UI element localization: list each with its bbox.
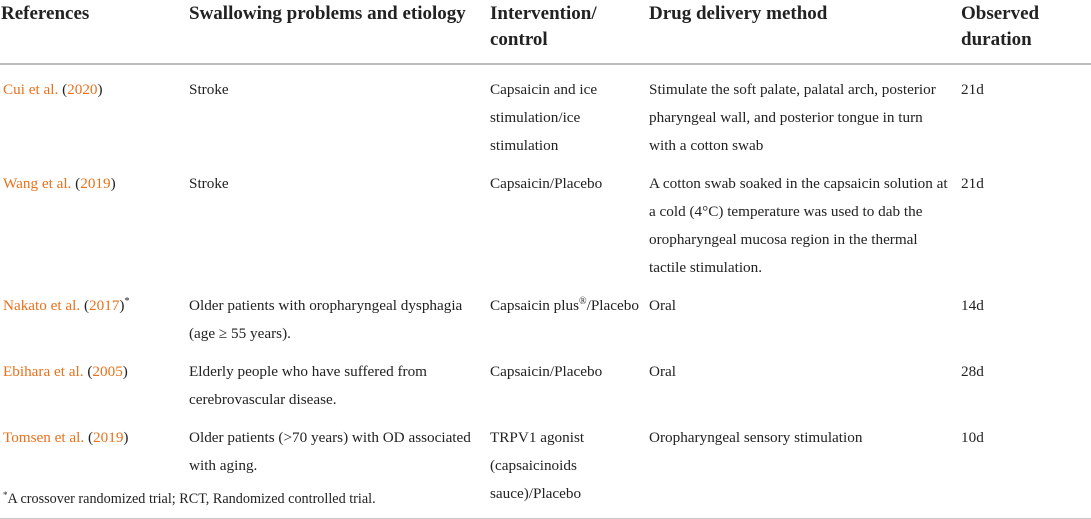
table-body	[0, 64, 1091, 519]
table-footnote	[3, 490, 376, 508]
header-drug-delivery: Drug delivery method	[647, 0, 959, 64]
table-row	[0, 160, 1091, 282]
header-intervention: Intervention/ control	[488, 0, 647, 64]
reference-cell	[0, 64, 187, 160]
delivery-cell: Oral	[649, 363, 676, 380]
duration-cell: 21d	[961, 175, 984, 192]
reference-cell	[0, 348, 187, 414]
table-header	[0, 0, 1091, 64]
delivery-cell: Oropharyngeal sensory stimulation	[647, 414, 959, 519]
reference-author-link[interactable]: Wang et al.	[3, 175, 72, 192]
reference-cell	[0, 282, 187, 348]
intervention-tail: /Placebo	[586, 297, 639, 314]
header-references: References	[0, 0, 187, 64]
paren-close: )	[97, 81, 103, 98]
problem-cell: Elderly people who have suffered from cerebrovascular disease.	[189, 363, 427, 408]
reference-author-link[interactable]: Ebihara et al.	[3, 363, 84, 380]
intervention-main: Capsaicin plus	[490, 297, 580, 314]
paren-open: (	[83, 297, 90, 314]
delivery-cell: Oral	[649, 297, 676, 314]
intervention-cell	[488, 282, 647, 348]
table-row	[0, 348, 1091, 414]
duration-cell: 28d	[961, 363, 984, 380]
intervention-cell: Capsaicin/Placebo	[490, 363, 603, 380]
footnote-text: A crossover randomized trial; RCT, Randomized controlled trial.	[7, 491, 376, 507]
header-row	[0, 0, 1091, 64]
table-row	[0, 282, 1091, 348]
reference-year-link[interactable]: 2005	[92, 363, 123, 380]
intervention-cell: Capsaicin/Placebo	[490, 175, 603, 192]
duration-cell: 10d	[959, 414, 1091, 519]
duration-cell: 14d	[961, 297, 984, 314]
problem-cell: Older patients with oropharyngeal dysphagia (age ≥ 55 years).	[189, 297, 463, 342]
reference-year-link[interactable]: 2019	[93, 429, 124, 446]
paren-close: )	[122, 363, 128, 380]
footnote-marker: *	[124, 296, 130, 307]
paren-open: (	[75, 175, 81, 192]
reference-cell	[0, 160, 187, 282]
intervention-cell: Capsaicin and ice stimulation/ice stimulation	[490, 81, 598, 154]
header-swallowing-problems: Swallowing problems and etiology	[187, 0, 488, 64]
reference-author-link[interactable]: Nakato et al.	[3, 297, 81, 314]
reference-year-link[interactable]: 2017	[89, 297, 120, 314]
reference-author-link[interactable]: Cui et al.	[3, 81, 59, 98]
reference-author-link[interactable]: Tomsen et al.	[3, 429, 85, 446]
duration-cell: 21d	[961, 81, 984, 98]
paren-open: (	[87, 363, 93, 380]
paren-close: )	[119, 297, 125, 314]
reference-year-link[interactable]: 2020	[67, 81, 98, 98]
problem-cell: Stroke	[189, 81, 229, 98]
problem-cell: Older patients (>70 years) with OD associated with aging.	[187, 414, 488, 519]
delivery-cell: A cotton swab soaked in the capsaicin solution at a cold (4°C) temperature was used to dab the oropharyngeal mucosa region in the thermal tactile stimulation.	[649, 175, 948, 276]
delivery-cell: Stimulate the soft palate, palatal arch, posterior pharyngeal wall, and posterior tongue in turn with a cotton swab	[649, 81, 936, 154]
intervention-cell: TRPV1 agonist (capsaicinoids sauce)/Placebo	[488, 414, 647, 519]
header-observed-duration: Observed duration	[959, 0, 1091, 64]
registered-mark: ®	[579, 296, 587, 307]
paren-open: (	[62, 81, 68, 98]
paren-open: (	[87, 429, 94, 446]
table-row	[0, 64, 1091, 160]
paren-close: )	[123, 429, 129, 446]
problem-cell: Stroke	[189, 175, 229, 192]
paren-close: )	[110, 175, 116, 192]
reference-year-link[interactable]: 2019	[80, 175, 111, 192]
footnote-mark: *	[3, 490, 8, 500]
